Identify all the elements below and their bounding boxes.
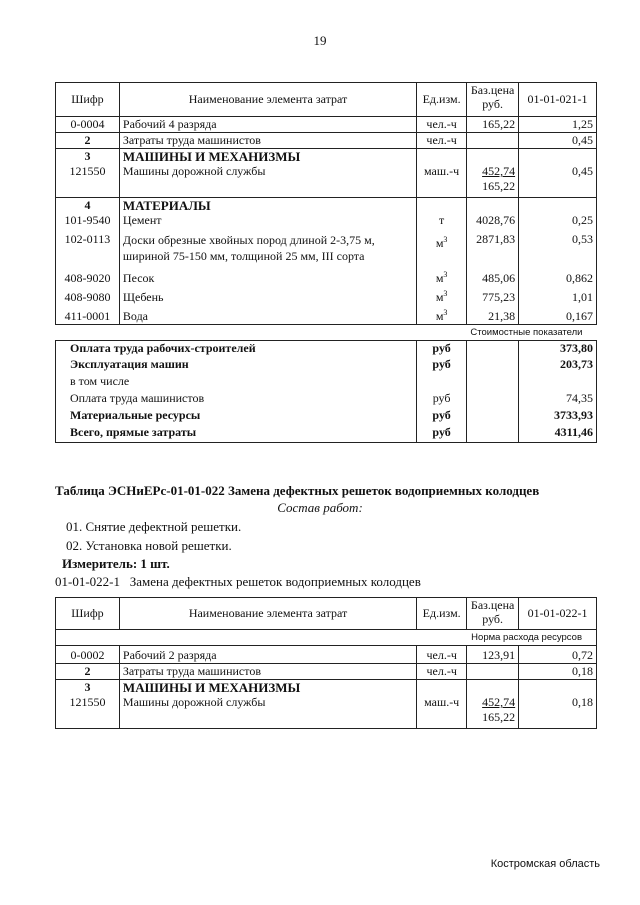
- measure-label: Измеритель: 1 шт.: [62, 556, 170, 571]
- table-row: 102-0113 Доски обрезные хвойных пород длиной 2-3,75 м, шириной 75-150 мм, толщиной 25 мм, III сорта $м^3$ 2871,83 0,53: [56, 232, 597, 266]
- table-row: 2 Затраты труда машинистов чел.-ч 0,45: [56, 133, 597, 149]
- header-cipher: Шифр: [56, 83, 120, 117]
- footer-region: Костромская область: [490, 858, 600, 870]
- norm-header-row: [56, 630, 597, 646]
- cost-row: Эксплуатация машин руб 203,73: [56, 357, 597, 374]
- header-cipher: Шифр: [56, 598, 120, 630]
- resource-table-2: [55, 597, 597, 729]
- table-row: 121550 Машины дорожной службы маш.-ч 452,74 165,22 0,45: [56, 164, 597, 197]
- table-row: 408-9080 Щебень $м^3$ 775,23 1,01: [56, 286, 597, 305]
- table-row: 0-0004 Рабочий 4 разряда чел.-ч 165,22 1,25: [56, 117, 597, 133]
- cost-header-row: [56, 324, 597, 340]
- header-unit: Ед.изм.: [417, 598, 467, 630]
- norm-subtitle: 01-01-022-1 Замена дефектных решеток водоприемных колодцев: [55, 574, 421, 589]
- table-row: 411-0001 Вода $м^3$ 21,38 0,167: [56, 305, 597, 325]
- resource-table-1: [55, 82, 597, 443]
- work-step-1: 01. Снятие дефектной решетки.: [66, 519, 242, 534]
- table-row: 2 Затраты труда машинистов чел.-ч 0,18: [56, 664, 597, 680]
- cost-row: в том числе: [56, 374, 597, 391]
- section-title: Таблица ЭСНиЕРс-01-01-022 Замена дефектных решеток водоприемных колодцев: [55, 483, 540, 498]
- header-code: 01-01-021-1: [519, 83, 597, 117]
- section-row: 3 МАШИНЫ И МЕХАНИЗМЫ: [56, 680, 597, 696]
- work-step-2: 02. Установка новой решетки.: [66, 538, 232, 553]
- header-code: 01-01-022-1: [519, 598, 597, 630]
- header-unit: Ед.изм.: [417, 83, 467, 117]
- section-row: 4 МАТЕРИАЛЫ: [56, 197, 597, 213]
- header-name: Наименование элемента затрат: [119, 83, 416, 117]
- composition-title: Состав работ:: [277, 500, 363, 515]
- table-row: 0-0002 Рабочий 2 разряда чел.-ч 123,91 0,72: [56, 646, 597, 664]
- table-row: 121550 Машины дорожной службы маш.-ч 452,74 165,22 0,18: [56, 695, 597, 728]
- cost-header: Стоимостные показатели: [470, 326, 583, 338]
- section-row: 3 МАШИНЫ И МЕХАНИЗМЫ: [56, 149, 597, 165]
- cost-row: Всего, прямые затраты руб 4311,46: [56, 425, 597, 442]
- page-number: 19: [313, 33, 327, 48]
- header-name: Наименование элемента затрат: [119, 598, 416, 630]
- table-header: [56, 83, 597, 117]
- table-header: [56, 598, 597, 630]
- header-price: Баз.цена руб.: [467, 83, 519, 117]
- norm-header: Норма расхода ресурсов: [471, 632, 582, 643]
- header-price: Баз.цена руб.: [467, 598, 519, 630]
- cost-row: Материальные ресурсы руб 3733,93: [56, 408, 597, 425]
- table-row: 408-9020 Песок $м^3$ 485,06 0,862: [56, 266, 597, 286]
- table-row: 101-9540 Цемент т 4028,76 0,25: [56, 213, 597, 232]
- cost-row: Оплата труда машинистов руб 74,35: [56, 391, 597, 408]
- cost-row: Оплата труда рабочих-строителей руб 373,80: [56, 340, 597, 357]
